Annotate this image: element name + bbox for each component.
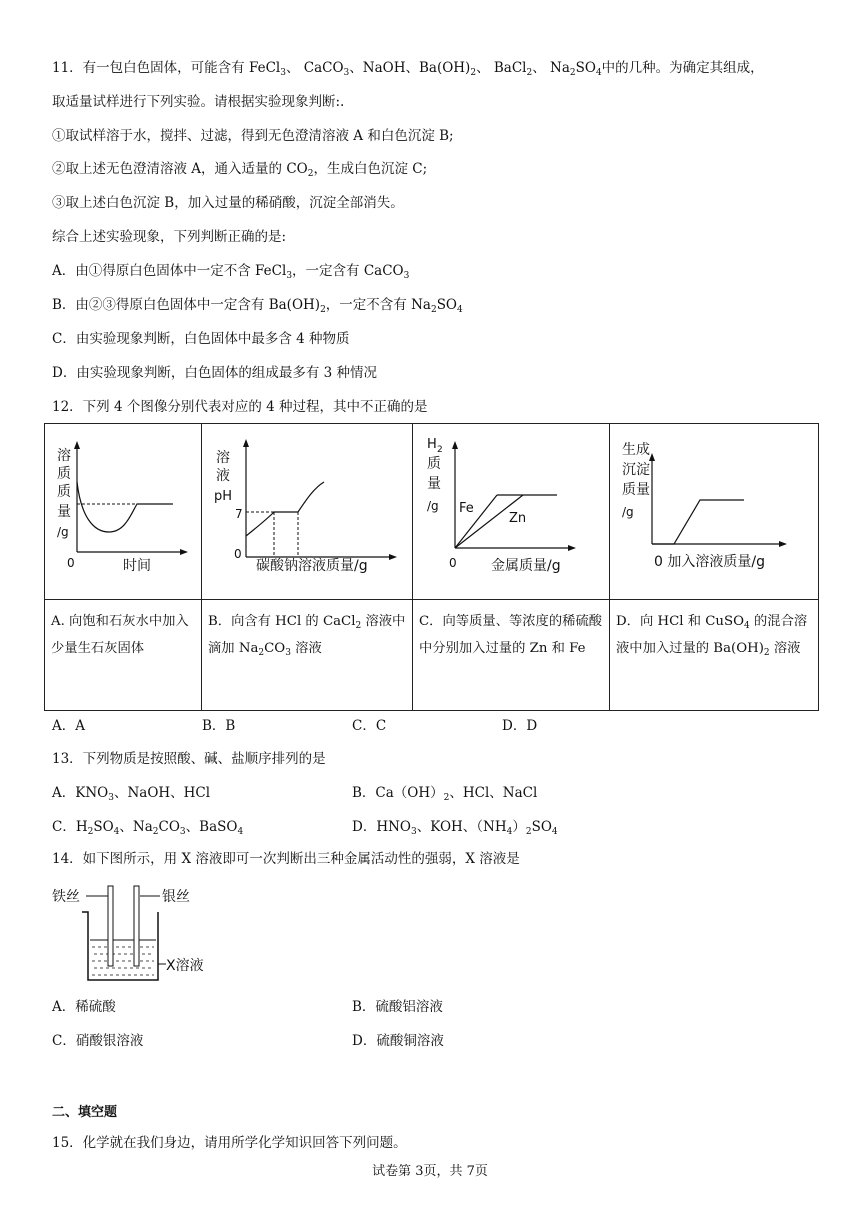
graph-c-origin: 0 bbox=[449, 556, 457, 570]
q13-option-a: A．$KNO_3$、NaOH、HCl bbox=[52, 785, 211, 803]
q12-answer-d: D．D bbox=[502, 718, 538, 734]
graph-a-cell bbox=[45, 424, 202, 600]
q11-option-c: C．由实验现象判断，白色固体中最多含 4 种物质 bbox=[52, 331, 350, 347]
q15-stem: 15．化学就在我们身边，请用所学化学知识回答下列问题。 bbox=[52, 1135, 407, 1151]
q11-step3: ③取上述白色沉淀 B，加入过量的稀硝酸，沉淀全部消失。 bbox=[52, 195, 404, 211]
graph-a-ylabel-1: 溶 bbox=[57, 448, 71, 464]
graph-a-curve bbox=[77, 482, 173, 532]
q13-option-d: D．$HNO_3$、KOH、$(NH_4)_2SO_4$ bbox=[352, 819, 558, 837]
graph-c-x-arrow bbox=[568, 545, 576, 551]
fig-iron-wire bbox=[108, 886, 113, 966]
fig-liquid-pattern bbox=[92, 947, 154, 975]
graph-a-ylabel-4: 量 bbox=[57, 504, 71, 520]
graph-c bbox=[413, 424, 609, 595]
caption-b: B．向含有 HCl 的 CaCl$_2$ 溶液中滴加 $Na_2CO_3$ 溶液 bbox=[202, 600, 413, 711]
graph-d-ylabel-3: 质量 bbox=[622, 482, 650, 498]
caption-c: C．向等质量、等浓度的稀硫酸中分别加入过量的 Zn 和 Fe bbox=[413, 600, 610, 711]
graph-d-ylabel-2: 沉淀 bbox=[622, 462, 650, 478]
q14-option-c: C．硝酸银溶液 bbox=[52, 1033, 144, 1049]
graph-b bbox=[202, 424, 412, 595]
graph-b-y-arrow bbox=[243, 439, 249, 447]
graph-a-y-arrow bbox=[74, 441, 80, 449]
graph-c-y-arrow bbox=[452, 441, 458, 449]
q11-option-d: D．由实验现象判断，白色固体的组成最多有 3 种情况 bbox=[52, 365, 377, 381]
q13-stem: 13．下列物质是按照酸、碱、盐顺序排列的是 bbox=[52, 751, 326, 767]
q14-stem: 14．如下图所示，用 X 溶液即可一次判断出三种金属活动性的强弱，X 溶液是 bbox=[52, 851, 520, 867]
q11-step1: ①取试样溶于水，搅拌、过滤，得到无色澄清溶液 A 和白色沉淀 B; bbox=[52, 128, 454, 144]
q13-option-b: B．$Ca(OH)_2$、HCl、NaCl bbox=[352, 785, 538, 803]
graph-c-ylabel-h: H bbox=[427, 437, 437, 452]
graph-a-xlabel: 时间 bbox=[123, 558, 151, 574]
graph-d-x-arrow bbox=[779, 541, 787, 547]
q14-option-d: D．硫酸铜溶液 bbox=[352, 1033, 444, 1049]
graph-d bbox=[610, 424, 818, 595]
q13-option-c: C．$H_2SO_4$、$Na_2CO_3$、BaSO$_4$ bbox=[52, 819, 244, 837]
fig-label-x-solution: X溶液 bbox=[166, 958, 204, 974]
svg-text:2: 2 bbox=[437, 445, 443, 455]
graph-a-origin: 0 bbox=[67, 556, 75, 570]
q12-stem: 12．下列 4 个图像分别代表对应的 4 种过程，其中不正确的是 bbox=[52, 399, 428, 415]
q14-option-a: A．稀硫酸 bbox=[52, 999, 116, 1015]
q14-option-b: B．硫酸铝溶液 bbox=[352, 999, 443, 1015]
fig-silver-wire bbox=[134, 886, 139, 966]
q11-step2: ②取上述无色澄清溶液 A，通入适量的 $CO_2$，生成白色沉淀 C; bbox=[52, 161, 428, 179]
graph-b-cell bbox=[202, 424, 413, 600]
graph-b-xlabel: 碳酸钠溶液质量/g bbox=[256, 558, 368, 574]
graph-d-ylabel-1: 生成 bbox=[622, 442, 650, 458]
graph-c-label-zn: Zn bbox=[509, 511, 527, 526]
graph-b-ylabel-2: 液 bbox=[216, 468, 230, 484]
graph-a-ylabel-5: /g bbox=[57, 525, 69, 539]
q11-summary: 综合上述实验现象，下列判断正确的是: bbox=[52, 229, 287, 245]
graph-d-ylabel-4: /g bbox=[622, 505, 634, 519]
page-footer: 试卷第 3页，共 7页 bbox=[372, 1164, 488, 1179]
graph-d-cell bbox=[610, 424, 819, 600]
graph-b-curve bbox=[246, 482, 324, 536]
graph-d-curve bbox=[652, 500, 744, 544]
graph-b-tick-7: 7 bbox=[235, 507, 243, 521]
q11-option-a: A．由①得原白色固体中一定不含 FeCl$_3$，一定含有 CaCO$_3$ bbox=[52, 263, 410, 281]
q12-answer-a: A．A bbox=[52, 718, 85, 734]
q11-stem-line1: 11．有一包白色固体，可能含有 FeCl$_3$、 CaCO$_3$、NaOH、$Ba(OH)_2$、 BaCl$_2$、 $Na_2SO_4$中的几种。为确定其组成， bbox=[52, 60, 764, 78]
graph-a-x-arrow bbox=[180, 549, 188, 555]
graph-c-cell bbox=[413, 424, 610, 600]
section-heading-fill-blank: 二、填空题 bbox=[52, 1105, 118, 1120]
graph-c-label-fe: Fe bbox=[459, 501, 474, 516]
graph-b-ylabel-1: 溶 bbox=[216, 450, 230, 466]
q12-answer-c: C．C bbox=[352, 718, 387, 734]
caption-a: A. 向饱和石灰水中加入少量生石灰固体 bbox=[45, 600, 202, 711]
q11-option-b: B．由②③得原白色固体中一定含有 $Ba(OH)_2$，一定不含有 $Na_2SO_4$ bbox=[52, 297, 463, 315]
graph-b-ylabel-3: pH bbox=[214, 489, 233, 504]
graph-d-xlabel: 0 加入溶液质量/g bbox=[654, 554, 765, 570]
fig-beaker bbox=[82, 912, 158, 980]
caption-d: D．向 HCl 和 CuSO$_4$ 的混合溶液中加入过量的 $Ba(OH)_2$ 溶液 bbox=[610, 600, 819, 711]
graph-c-xlabel: 金属质量/g bbox=[491, 558, 561, 574]
q14-beaker-figure bbox=[50, 880, 230, 990]
graph-b-origin: 0 bbox=[234, 547, 242, 561]
graph-a-ylabel-3: 质 bbox=[57, 484, 71, 500]
graph-a-ylabel-2: 质 bbox=[57, 466, 71, 482]
q12-graph-table bbox=[44, 423, 819, 711]
graph-c-ylabel-2: 量 bbox=[427, 476, 441, 492]
q11-stem-line2: 取适量试样进行下列实验。请根据实验现象判断:. bbox=[52, 94, 345, 110]
fig-label-silver-wire: 银丝 bbox=[162, 889, 190, 905]
graph-b-x-arrow bbox=[389, 554, 397, 560]
graph-c-ylabel-1: 质 bbox=[427, 456, 441, 472]
q12-answer-b: B．B bbox=[202, 718, 236, 734]
fig-label-iron-wire: 铁丝 bbox=[52, 889, 80, 905]
graph-a bbox=[45, 424, 201, 595]
graph-c-ylabel-3: /g bbox=[427, 499, 439, 513]
